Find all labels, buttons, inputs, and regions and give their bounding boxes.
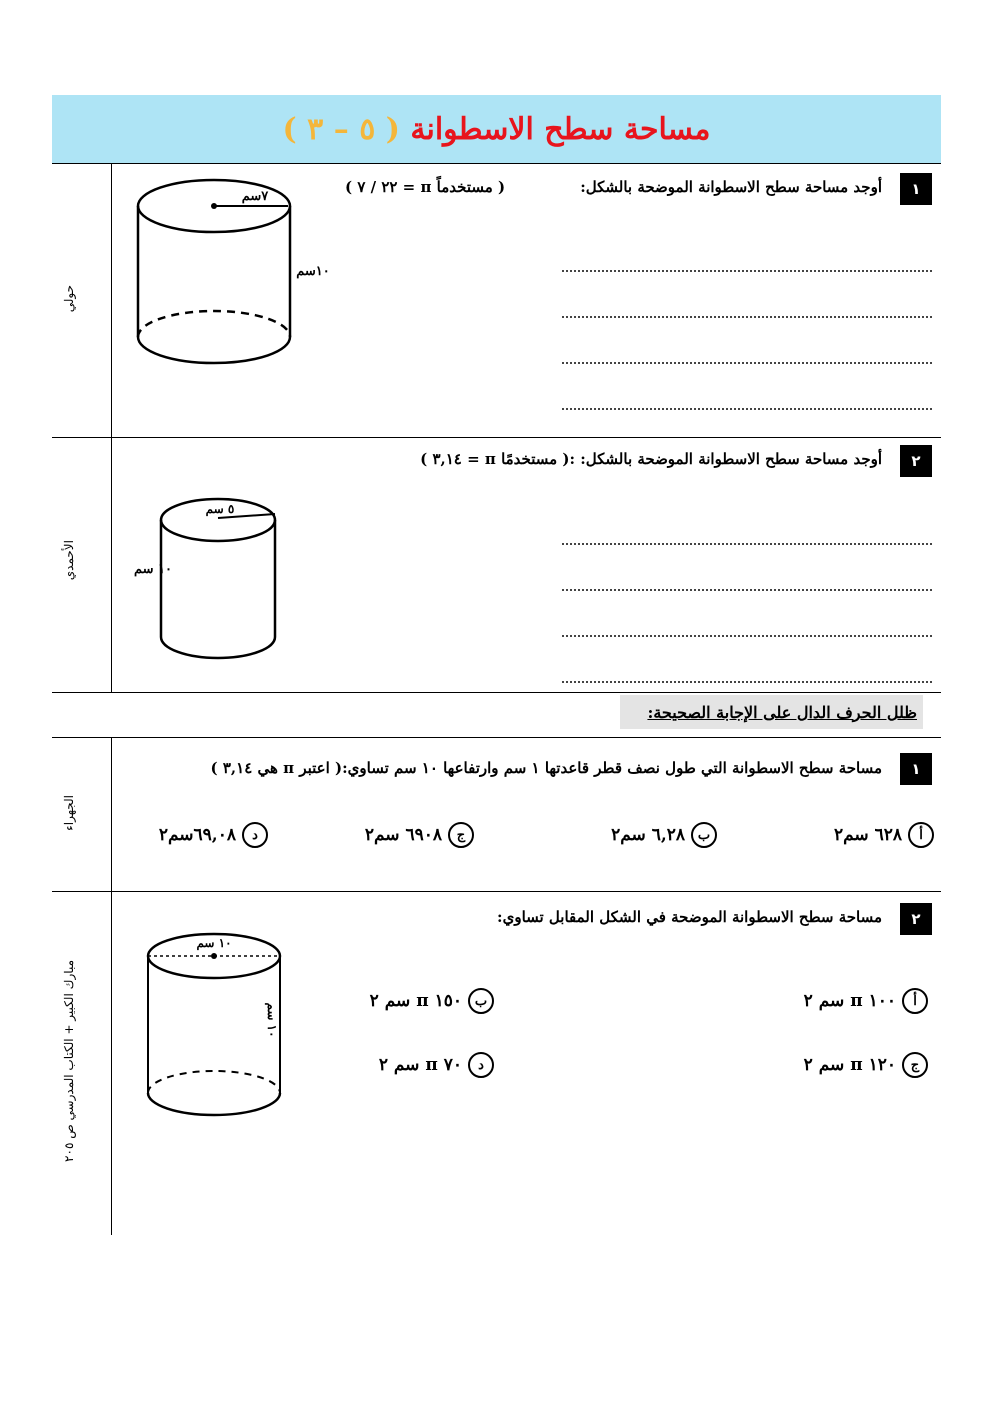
question-text: مساحة سطح الاسطوانة التي طول نصف قطر قاعدتها ١ سم وارتفاعها ١٠ سم تساوي:( اعتبر π هي ٣,١٤ ) (210, 759, 882, 777)
answer-line[interactable] (562, 589, 932, 591)
lesson-code: ( ٥ – ٣ ) (282, 111, 400, 147)
option-text: ٦٩,٠٨سم٢ (158, 825, 236, 845)
option-letter[interactable]: ج (448, 822, 474, 848)
divider (52, 737, 941, 738)
height-label: ١٠ سم (265, 1002, 279, 1038)
instruction-banner (620, 695, 923, 729)
option-letter[interactable]: د (242, 822, 268, 848)
question-text: أوجد مساحة سطح الاسطوانة الموضحة بالشكل: (580, 178, 882, 196)
option-c[interactable] (365, 822, 474, 848)
divider (52, 163, 941, 164)
page-title-text: مساحة سطح الاسطوانة (410, 111, 711, 147)
option-text: ١٢٠ π سم ٢ (803, 1055, 896, 1075)
radius-label: ٥ سم (205, 502, 235, 516)
option-c[interactable] (804, 1052, 928, 1078)
option-text: ٦,٢٨ سم٢ (611, 825, 685, 845)
side-label-q1: حولي (62, 285, 76, 313)
side-label-q2: الأحمدي (62, 540, 76, 581)
option-text: ١٥٠ π سم ٢ (369, 991, 462, 1011)
question-number: ١ (900, 173, 932, 205)
height-label: ١٠سم (296, 264, 330, 279)
title-bar (52, 95, 941, 163)
option-text: ٦٢٨ سم٢ (833, 825, 902, 845)
divider (52, 891, 941, 892)
option-letter[interactable]: ب (468, 988, 494, 1014)
divider (52, 437, 941, 438)
answer-line[interactable] (562, 681, 932, 683)
side-label-mcq2: مبارك الكبير + الكتاب المدرسي ص ٢٠٥ (62, 960, 76, 1162)
option-letter[interactable]: أ (908, 822, 934, 848)
question-hint: ( مستخدماً π = ٢٢ / ٧ ) (345, 178, 506, 196)
side-label-mcq1: الجهراء (62, 795, 76, 831)
question-text: أوجد مساحة سطح الاسطوانة الموضحة بالشكل: :( مستخدمًا π = ٣,١٤ ) (420, 450, 882, 468)
radius-label: ٧سم (241, 189, 269, 204)
option-b[interactable] (611, 822, 717, 848)
answer-line[interactable] (562, 408, 932, 410)
cylinder-figure-2 (125, 490, 325, 675)
side-column-border (111, 163, 112, 692)
option-a[interactable] (834, 822, 934, 848)
option-d[interactable] (379, 1052, 494, 1078)
diameter-label: ١٠ سم (196, 936, 232, 950)
instruction-text: ظلل الحرف الدال على الإجابة الصحيحة: (647, 702, 917, 722)
height-label: ١٠ سم (133, 562, 173, 577)
option-letter[interactable]: ج (902, 1052, 928, 1078)
option-b[interactable] (370, 988, 494, 1014)
cylinder-figure-1 (125, 165, 345, 365)
page-title (283, 112, 711, 147)
question-text: مساحة سطح الاسطوانة الموضحة في الشكل المقابل تساوي: (497, 908, 882, 926)
answer-line[interactable] (562, 362, 932, 364)
option-d[interactable] (159, 822, 268, 848)
cylinder-figure-3 (130, 925, 300, 1125)
option-letter[interactable]: أ (902, 988, 928, 1014)
side-column-border (111, 737, 112, 1235)
option-text: ١٠٠ π سم ٢ (803, 991, 896, 1011)
answer-line[interactable] (562, 270, 932, 272)
divider (52, 692, 941, 693)
answer-line[interactable] (562, 543, 932, 545)
option-letter[interactable]: ب (691, 822, 717, 848)
question-number: ٢ (900, 445, 932, 477)
answer-line[interactable] (562, 316, 932, 318)
option-letter[interactable]: د (468, 1052, 494, 1078)
question-number: ٢ (900, 903, 932, 935)
answer-line[interactable] (562, 635, 932, 637)
option-a[interactable] (804, 988, 928, 1014)
question-number: ١ (900, 753, 932, 785)
option-text: ٦٩٠٨ سم٢ (364, 825, 442, 845)
option-text: ٧٠ π سم ٢ (378, 1055, 462, 1075)
